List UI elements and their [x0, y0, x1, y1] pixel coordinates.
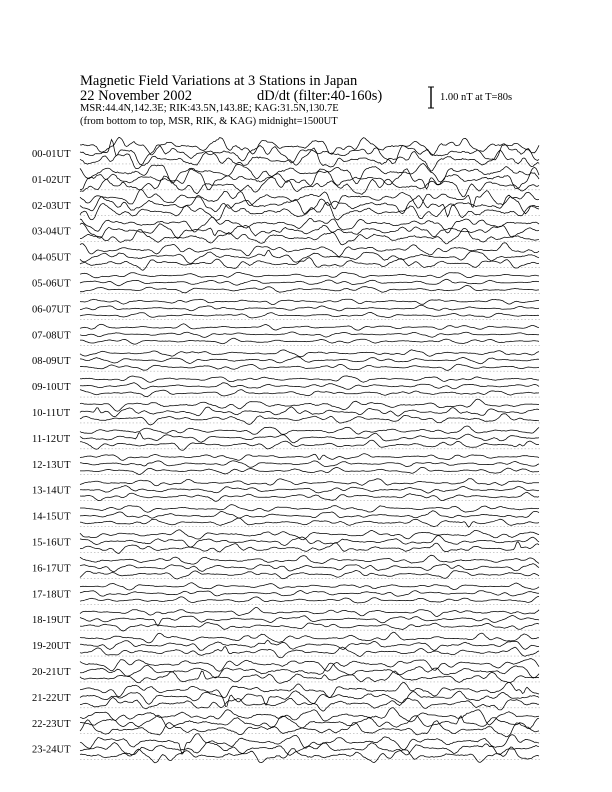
trace-kag-13 [80, 479, 539, 486]
hour-label: 05-06UT [32, 278, 71, 290]
trace-rik-13 [80, 486, 539, 494]
trace-kag-14 [80, 505, 539, 513]
trace-kag-6 [80, 299, 539, 304]
trace-kag-9 [80, 376, 539, 382]
trace-kag-18 [80, 608, 539, 617]
chart-date: 22 November 2002 [80, 88, 192, 104]
trace-msr-10 [80, 414, 539, 425]
trace-rik-8 [80, 357, 539, 364]
trace-kag-21 [80, 682, 539, 698]
hour-label: 17-18UT [32, 589, 71, 601]
trace-msr-5 [80, 286, 539, 293]
hour-label: 14-15UT [32, 511, 71, 523]
trace-rik-12 [80, 461, 539, 468]
chart-title: Magnetic Field Variations at 3 Stations in Japan [80, 73, 358, 89]
trace-kag-8 [80, 350, 539, 357]
trace-msr-23 [80, 747, 539, 763]
trace-kag-23 [80, 734, 539, 755]
trace-rik-9 [80, 383, 539, 390]
hour-label: 03-04UT [32, 226, 71, 238]
trace-rik-19 [80, 640, 539, 651]
trace-msr-17 [80, 596, 539, 603]
trace-rik-23 [80, 743, 539, 756]
station-coords: MSR:44.4N,142.3E; RIK:43.5N,143.8E; KAG:31.5N,130.7E [80, 103, 339, 114]
trace-msr-6 [80, 312, 539, 318]
trace-msr-11 [80, 440, 539, 450]
trace-rik-18 [80, 616, 539, 627]
trace-rik-10 [80, 407, 539, 417]
hour-label: 13-14UT [32, 485, 71, 497]
trace-layer [80, 137, 539, 763]
trace-msr-19 [80, 647, 539, 658]
trace-kag-3 [80, 217, 539, 233]
trace-kag-12 [80, 454, 539, 461]
hour-label: 09-10UT [32, 382, 71, 394]
trace-kag-4 [80, 243, 539, 257]
hour-label: 18-19UT [32, 615, 71, 627]
trace-msr-2 [80, 202, 539, 220]
trace-rik-21 [80, 691, 539, 707]
hour-label: 06-07UT [32, 304, 71, 316]
hour-label: 22-23UT [32, 718, 71, 730]
chart-filter: dD/dt (filter:40-160s) [257, 88, 383, 104]
trace-kag-2 [80, 190, 539, 209]
hour-label: 01-02UT [32, 174, 71, 186]
trace-rik-4 [80, 250, 539, 263]
trace-rik-20 [80, 663, 539, 678]
trace-rik-22 [80, 715, 539, 729]
hour-label: 20-21UT [32, 666, 71, 678]
hour-label: 16-17UT [32, 563, 71, 575]
hour-label: 15-16UT [32, 537, 71, 549]
hour-label: 11-12UT [32, 433, 71, 445]
hour-label: 07-08UT [32, 330, 71, 342]
hour-label: 19-20UT [32, 641, 71, 653]
hour-label-layer [32, 149, 71, 756]
trace-kag-17 [80, 583, 539, 590]
trace-rik-2 [80, 195, 539, 217]
hour-label: 21-22UT [32, 692, 71, 704]
trace-msr-7 [80, 338, 539, 344]
hour-label: 08-09UT [32, 356, 71, 368]
trace-msr-12 [80, 467, 539, 474]
trace-msr-3 [80, 228, 539, 244]
hour-label: 12-13UT [32, 459, 71, 471]
trace-kag-7 [80, 324, 539, 330]
trace-rik-11 [80, 433, 539, 443]
trace-kag-16 [80, 555, 539, 564]
trace-rik-16 [80, 564, 539, 572]
trace-msr-16 [80, 570, 539, 579]
trace-rik-5 [80, 279, 539, 286]
scale-bar [426, 86, 436, 110]
trace-msr-13 [80, 492, 539, 501]
scale-label: 1.00 nT at T=80s [440, 92, 513, 103]
trace-kag-10 [80, 399, 539, 411]
hour-label: 04-05UT [32, 252, 71, 264]
trace-rik-7 [80, 332, 539, 337]
trace-msr-1 [80, 176, 539, 197]
trace-kag-15 [80, 530, 539, 540]
trace-kag-5 [80, 273, 539, 278]
trace-msr-14 [80, 518, 539, 527]
trace-msr-9 [80, 390, 539, 397]
trace-rik-6 [80, 305, 539, 311]
trace-kag-11 [80, 426, 539, 434]
hour-label: 10-11UT [32, 407, 71, 419]
trace-msr-4 [80, 258, 539, 271]
trace-rik-15 [80, 536, 539, 548]
station-order: (from bottom to top, MSR, RIK, & KAG) midnight=1500UT [80, 116, 338, 127]
hour-label: 00-01UT [32, 148, 71, 160]
trace-rik-17 [80, 591, 539, 597]
trace-msr-8 [80, 364, 539, 370]
trace-msr-18 [80, 623, 539, 631]
trace-kag-19 [80, 632, 539, 643]
hour-label: 23-24UT [32, 744, 71, 756]
hour-label: 02-03UT [32, 200, 71, 212]
